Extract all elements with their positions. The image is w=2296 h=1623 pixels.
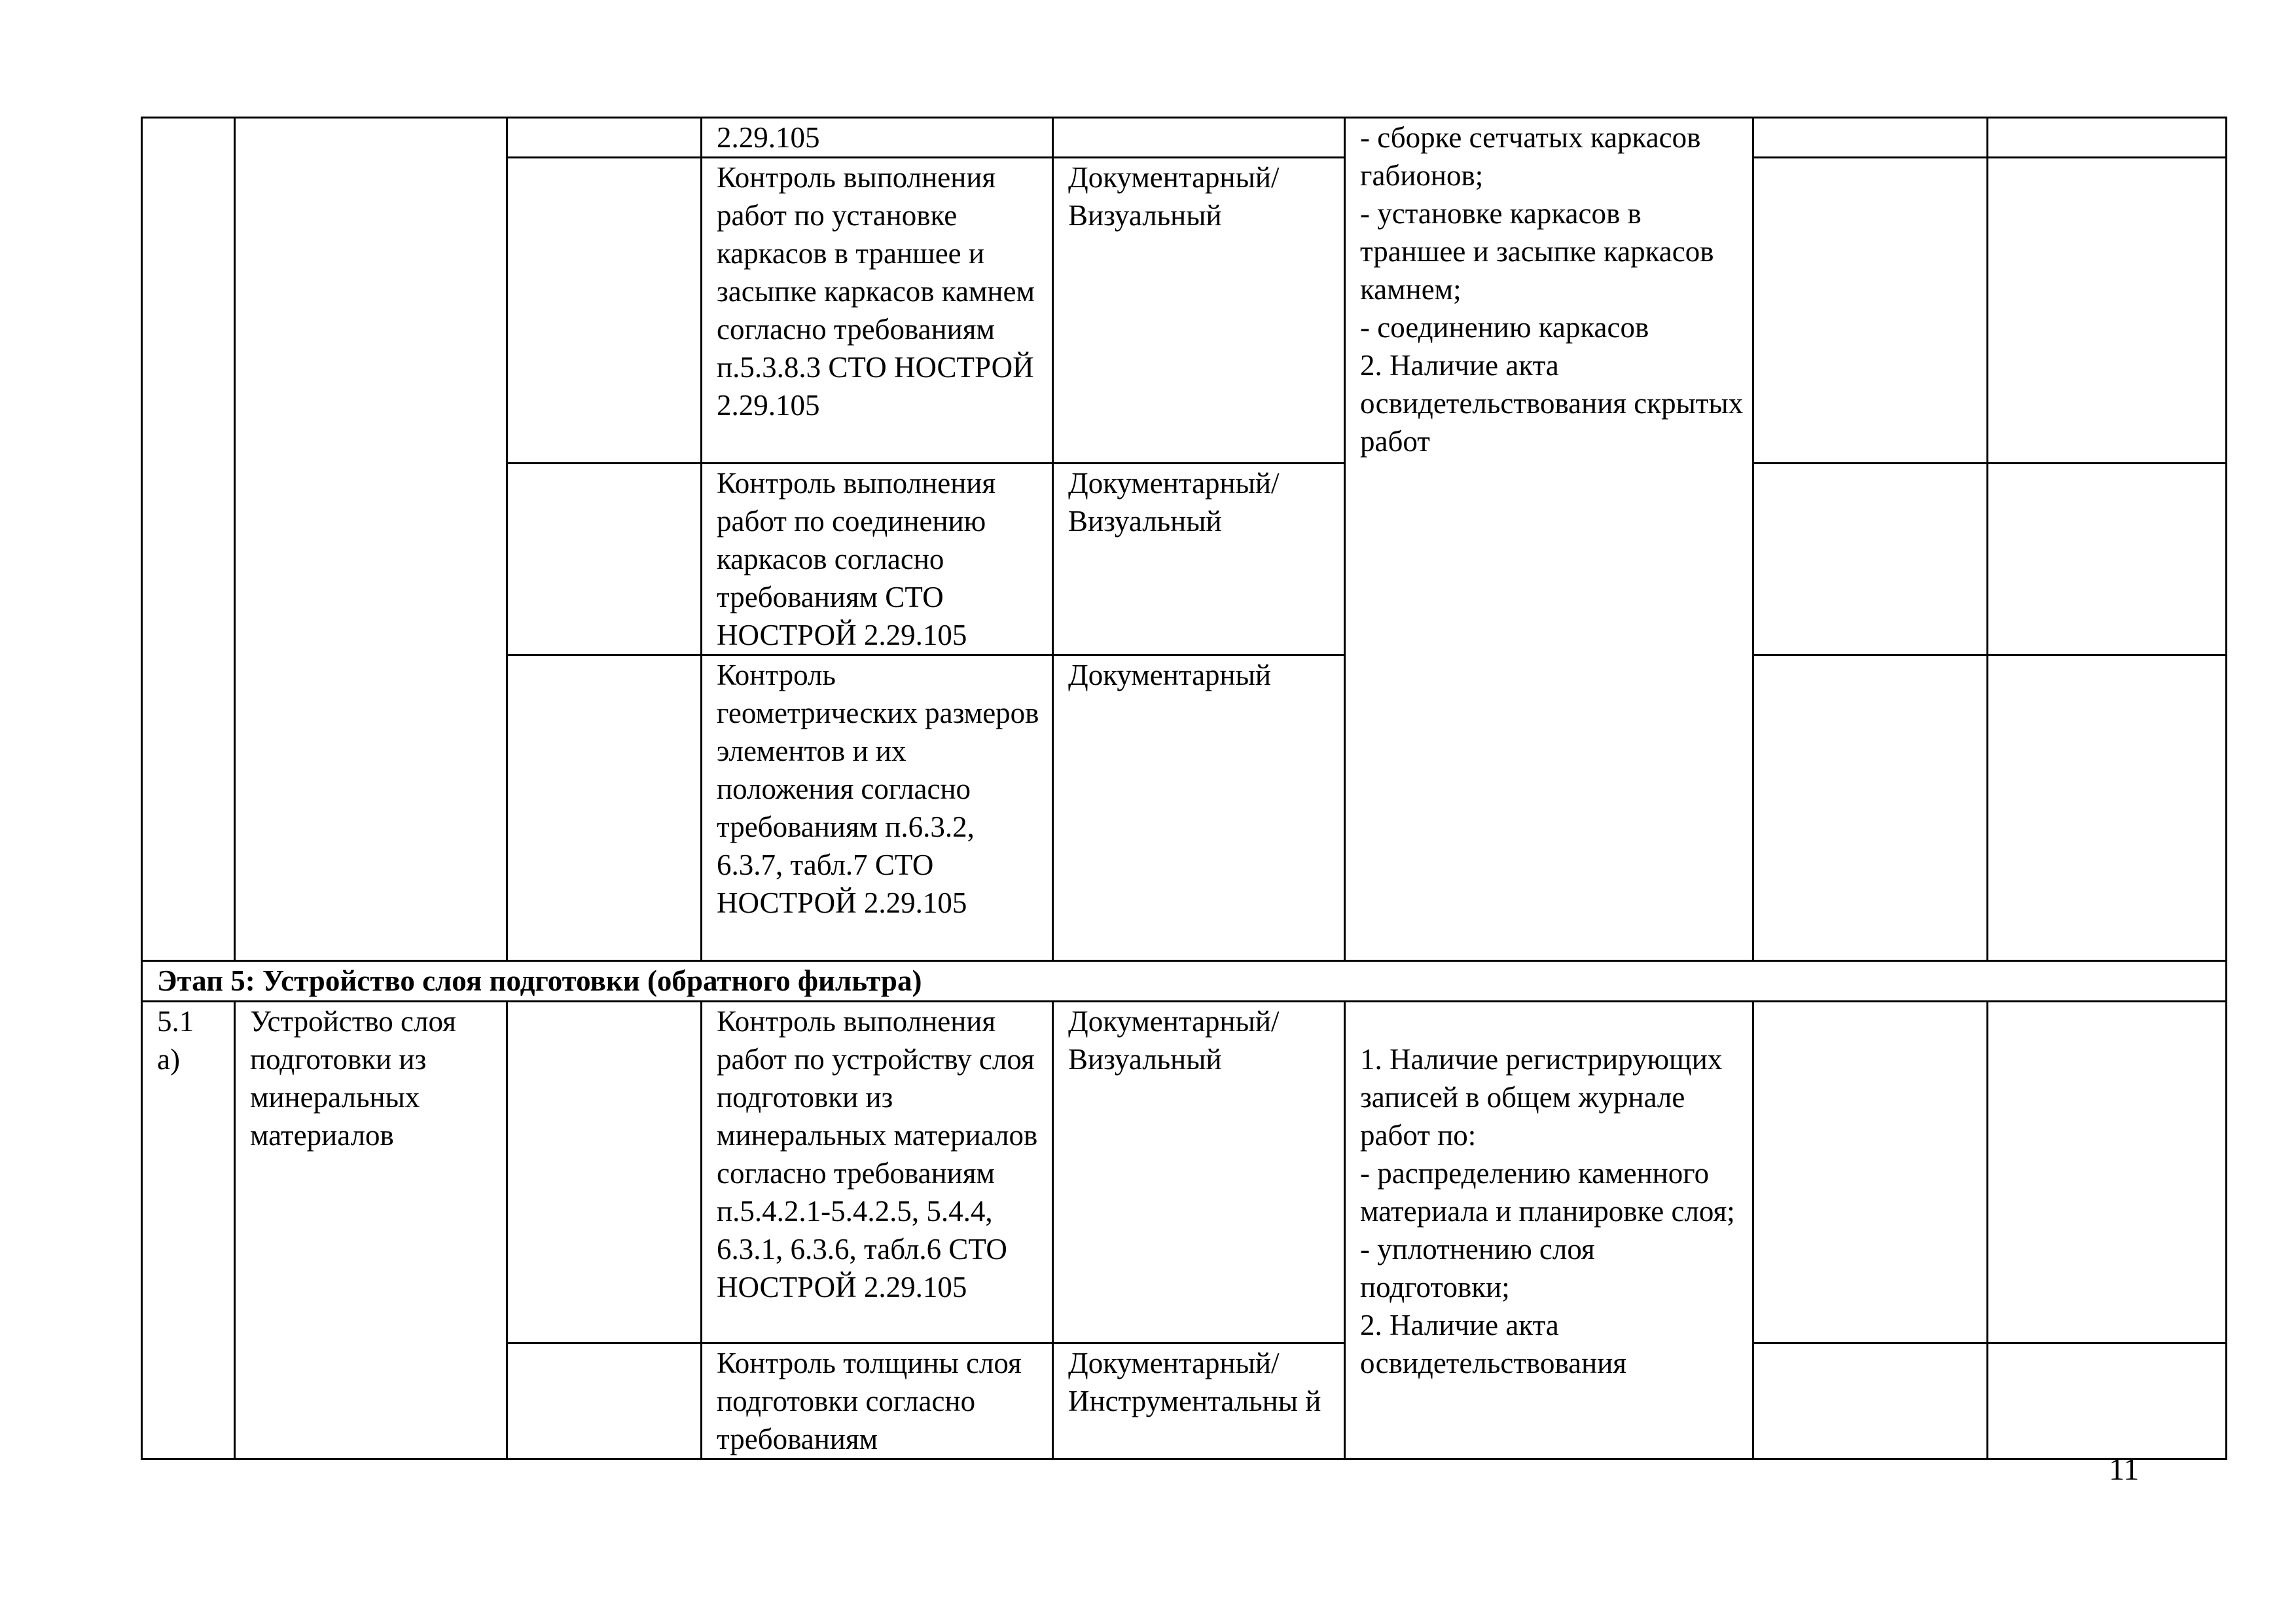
cell-control: 2.29.105 [702, 118, 1053, 158]
cell-result: 1. Наличие регистрирующих записей в общем журнале работ по: - распределению каменного материала и планировке слоя; - уплотнению слоя подготовки; 2. Наличие акта освидетельствования [1345, 1002, 1753, 1459]
cell-method: Документарный/ Визуальный [1053, 1002, 1345, 1343]
table-row [142, 1002, 2227, 1343]
cell-empty [1753, 655, 1988, 961]
cell-empty [507, 1343, 702, 1459]
cell-empty [1988, 118, 2227, 158]
cell-method: Документарный/ Инструментальны й [1053, 1343, 1345, 1459]
cell-empty [1988, 158, 2227, 464]
cell-empty [507, 158, 702, 464]
cell-empty [507, 655, 702, 961]
cell-method [1053, 118, 1345, 158]
cell-work: Устройство слоя подготовки из минеральных материалов [235, 1002, 507, 1459]
cell-control: Контроль толщины слоя подготовки согласно требованиям [702, 1343, 1053, 1459]
cell-method: Документарный/ Визуальный [1053, 158, 1345, 464]
cell-empty [1753, 1002, 1988, 1343]
cell-method: Документарный/ Визуальный [1053, 464, 1345, 655]
cell-work [235, 118, 507, 961]
cell-result: - сборке сетчатых каркасов габионов; - установке каркасов в траншее и засыпке каркасов камнем; - соединению каркасов 2. Наличие акта освидетельствования скрытых работ [1345, 118, 1753, 961]
cell-number [142, 118, 235, 961]
table-row [142, 118, 2227, 158]
cell-empty [1753, 1343, 1988, 1459]
cell-empty [507, 464, 702, 655]
cell-control: Контроль выполнения работ по соединению каркасов согласно требованиям СТО НОСТРОЙ 2.29.105 [702, 464, 1053, 655]
inspection-table [141, 117, 2227, 1460]
cell-control: Контроль геометрических размеров элементов и их положения согласно требованиям п.6.3.2, 6.3.7, табл.7 СТО НОСТРОЙ 2.29.105 [702, 655, 1053, 961]
cell-number: 5.1 а) [142, 1002, 235, 1459]
page-number: 11 [2109, 1452, 2140, 1487]
stage-header-row [142, 961, 2227, 1002]
cell-empty [1753, 464, 1988, 655]
cell-empty [507, 118, 702, 158]
stage-title: Этап 5: Устройство слоя подготовки (обратного фильтра) [142, 961, 2227, 1002]
cell-empty [507, 1002, 702, 1343]
cell-method: Документарный [1053, 655, 1345, 961]
cell-empty [1753, 118, 1988, 158]
cell-empty [1753, 158, 1988, 464]
cell-control: Контроль выполнения работ по установке каркасов в траншее и засыпке каркасов камнем согласно требованиям п.5.3.8.3 СТО НОСТРОЙ 2.29.105 [702, 158, 1053, 464]
cell-control: Контроль выполнения работ по устройству слоя подготовки из минеральных материалов согласно требованиям п.5.4.2.1-5.4.2.5, 5.4.4, 6.3.1, 6.3.6, табл.6 СТО НОСТРОЙ 2.29.105 [702, 1002, 1053, 1343]
cell-empty [1988, 1343, 2227, 1459]
cell-empty [1988, 464, 2227, 655]
cell-empty [1988, 1002, 2227, 1343]
cell-empty [1988, 655, 2227, 961]
